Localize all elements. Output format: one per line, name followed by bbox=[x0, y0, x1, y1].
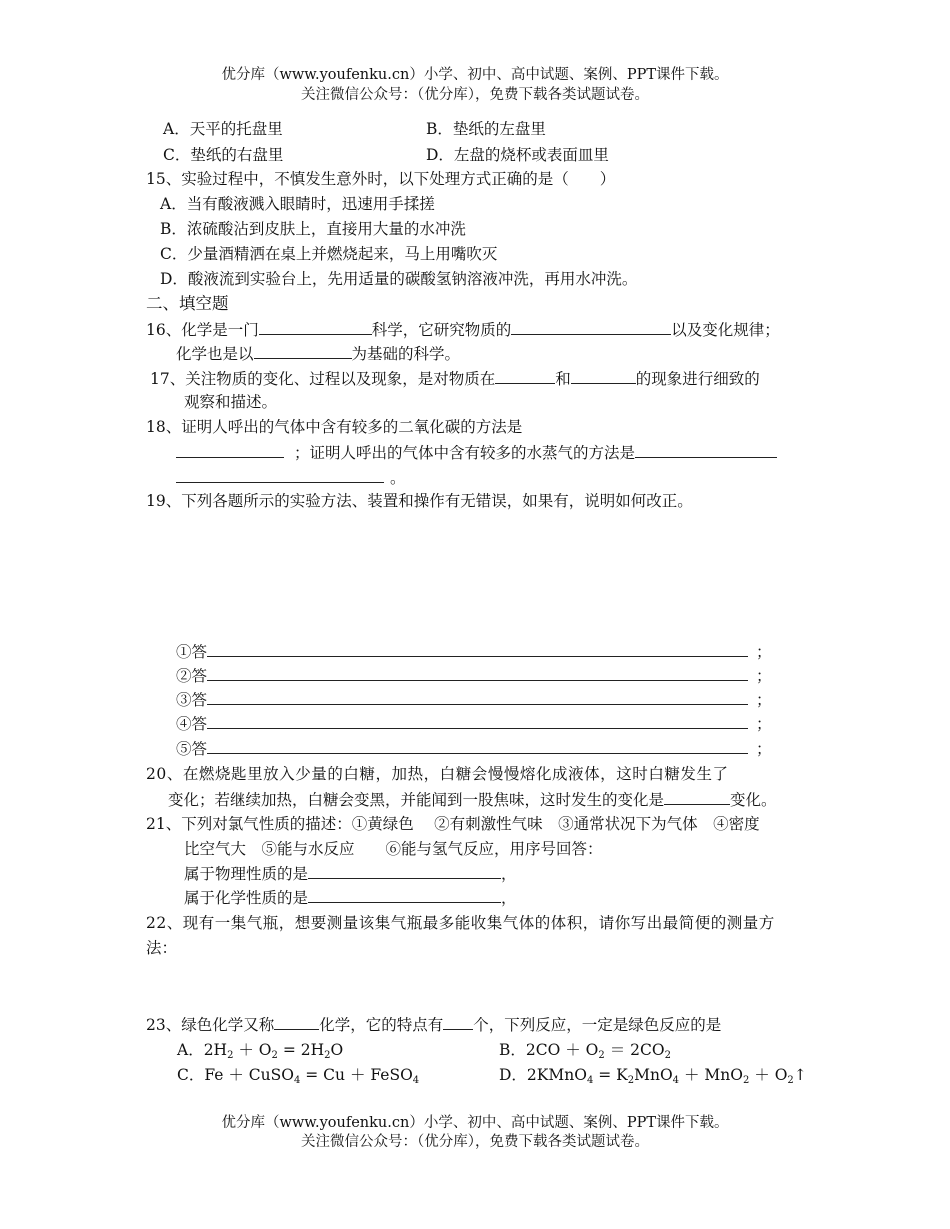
q23-text-2: 化学，它的特点有 bbox=[319, 1016, 444, 1034]
q19-answer-label-2: ②答 bbox=[176, 667, 208, 685]
q22-text-1: 22、现有一集气瓶，想要测量该集气瓶最多能收集气体的体积，请你写出最简便的测量方 bbox=[146, 914, 775, 932]
q19-answer-label-1: ①答 bbox=[176, 643, 208, 661]
q16-line-1 bbox=[146, 318, 780, 341]
q19-answer-label-4: ④答 bbox=[176, 715, 208, 733]
q16-text-2: 科学，它研究物质的 bbox=[371, 321, 512, 339]
q19-answer-line-5 bbox=[176, 737, 772, 760]
q15-option-c: C．少量酒精洒在桌上并燃烧起来，马上用嘴吹灭 bbox=[160, 245, 498, 263]
q21-line-3 bbox=[184, 862, 517, 885]
page-footer-line-2: 关注微信公众号：（优分库），免费下载各类试题试卷。 bbox=[301, 1134, 649, 1150]
q17-line-1 bbox=[150, 367, 760, 390]
q16-line-2 bbox=[176, 342, 460, 365]
q19-answer-blank-4[interactable] bbox=[207, 712, 748, 729]
q15-option-a: A．当有酸液溅入眼睛时，迅速用手揉搓 bbox=[160, 195, 435, 213]
q23-option-d-text: D．2KMnO bbox=[499, 1066, 587, 1084]
q16-text-5: 为基础的科学。 bbox=[351, 345, 461, 363]
q14-option-c: C．垫纸的右盘里 bbox=[163, 146, 284, 164]
q18-blank-2[interactable] bbox=[635, 441, 777, 458]
q16-blank-3[interactable] bbox=[254, 342, 352, 359]
q21-physical-blank[interactable] bbox=[308, 862, 501, 879]
q18-text-2: ；证明人呼出的气体中含有较多的水蒸气的方法是 bbox=[294, 444, 636, 462]
q23-option-b: B．$2CO + O_2 = 2CO_2$ bbox=[499, 1041, 671, 1061]
q23-blank-2[interactable] bbox=[443, 1013, 473, 1030]
q23-blank-1[interactable] bbox=[274, 1013, 319, 1030]
q16-blank-2[interactable] bbox=[511, 318, 671, 335]
q20-blank[interactable] bbox=[664, 788, 730, 805]
q18-text-1: 18、证明人呼出的气体中含有较多的二氧化碳的方法是 bbox=[146, 418, 523, 436]
q17-text-2: 和 bbox=[555, 370, 571, 388]
q19-answer-label-3: ③答 bbox=[176, 691, 208, 709]
q23-option-b-text: B．2CO ＋ O bbox=[499, 1041, 599, 1059]
q20-text-2: 变化；若继续加热，白糖会变黑，并能闻到一股焦味，这时发生的变化是 bbox=[168, 791, 665, 809]
q23-option-d: D．2KMnO$_4$ = $K_2MnO_4 + MnO_2$ ＋ $O_2↑$ bbox=[499, 1066, 807, 1086]
q14-option-d: D．左盘的烧杯或表面皿里 bbox=[426, 146, 609, 164]
q16-text-4: 化学也是以 bbox=[176, 345, 254, 363]
q17-text-4: 观察和描述。 bbox=[184, 393, 278, 411]
q17-blank-1[interactable] bbox=[495, 367, 555, 384]
q23-text-1: 23、绿色化学又称 bbox=[146, 1016, 275, 1034]
q21-comma-1: ， bbox=[501, 865, 517, 883]
q21-text-1: 21、下列对氯气性质的描述：①黄绿色 ②有刺激性气味 ③通常状况下为气体 ④密度 bbox=[146, 815, 760, 833]
q23-text-3: 个，下列反应，一定是绿色反应的是 bbox=[473, 1016, 722, 1034]
q23-option-c: C．Fe ＋ CuSO$_4$ = Cu ＋ FeSO$_4$ bbox=[177, 1066, 420, 1086]
q17-text-1: 17、关注物质的变化、过程以及现象，是对物质在 bbox=[150, 370, 496, 388]
q18-line-2 bbox=[176, 441, 777, 464]
q20-line-2 bbox=[168, 788, 777, 811]
q20-text-1: 20、在燃烧匙里放入少量的白糖，加热，白糖会慢慢熔化成液体，这时白糖发生了 bbox=[146, 765, 729, 783]
q16-blank-1[interactable] bbox=[259, 318, 372, 335]
q23-option-a-text: A．2H bbox=[177, 1041, 228, 1059]
q19-answer-blank-2[interactable] bbox=[207, 664, 748, 681]
page-header-line-1: 优分库（www.youfenku.cn）小学、初中、高中试题、案例、PPT课件下载。 bbox=[221, 67, 729, 83]
q18-line-3 bbox=[176, 466, 406, 489]
q19-stem: 19、下列各题所示的实验方法、装置和操作有无错误，如果有，说明如何改正。 bbox=[146, 492, 693, 510]
q16-text-3: 以及变化规律； bbox=[671, 321, 780, 339]
q20-text-3: 变化。 bbox=[730, 791, 777, 809]
q19-answer-blank-3[interactable] bbox=[207, 688, 748, 705]
page-footer-line-1: 优分库（www.youfenku.cn）小学、初中、高中试题、案例、PPT课件下载。 bbox=[221, 1115, 729, 1131]
q19-answer-end-1: ； bbox=[756, 643, 772, 661]
q21-chemical-label: 属于化学性质的是 bbox=[184, 889, 309, 907]
q19-answer-line-1 bbox=[176, 640, 772, 663]
q21-comma-2: ， bbox=[501, 889, 517, 907]
q21-text-2: 比空气大 ⑤能与水反应 ⑥能与氢气反应，用序号回答： bbox=[184, 840, 603, 858]
q15-option-b: B．浓硫酸沾到皮肤上，直接用大量的水冲洗 bbox=[160, 220, 466, 238]
q18-blank-1[interactable] bbox=[176, 441, 284, 458]
q19-answer-line-4 bbox=[176, 712, 772, 735]
q21-physical-label: 属于物理性质的是 bbox=[184, 865, 309, 883]
q19-answer-end-4: ； bbox=[756, 715, 772, 733]
page-header-line-2: 关注微信公众号：（优分库），免费下载各类试题试卷。 bbox=[301, 87, 649, 103]
q21-chemical-blank[interactable] bbox=[308, 886, 501, 903]
q18-text-3: 。 bbox=[390, 469, 406, 487]
q21-line-4 bbox=[184, 886, 517, 909]
q17-blank-2[interactable] bbox=[571, 367, 636, 384]
q19-answer-end-3: ； bbox=[756, 691, 772, 709]
q14-option-a: A．天平的托盘里 bbox=[163, 120, 283, 138]
q23-option-a: A．$2H_2 + O_2 = 2H_2O$ bbox=[177, 1041, 344, 1061]
q23-line-1 bbox=[146, 1013, 721, 1036]
q18-blank-3[interactable] bbox=[176, 466, 384, 483]
q19-answer-label-5: ⑤答 bbox=[176, 740, 208, 758]
q23-option-c-text: C．Fe ＋ CuSO bbox=[177, 1066, 294, 1084]
q15-stem: 15、实验过程中，不慎发生意外时，以下处理方式正确的是（ ） bbox=[146, 170, 616, 188]
q15-option-d: D．酸液流到实验台上，先用适量的碳酸氢钠溶液冲洗，再用水冲洗。 bbox=[160, 270, 638, 288]
q16-text-1: 16、化学是一门 bbox=[146, 321, 259, 339]
q19-answer-end-2: ； bbox=[756, 667, 772, 685]
q22-text-2: 法： bbox=[146, 939, 178, 957]
section-title: 二、填空题 bbox=[146, 294, 229, 313]
q14-option-b: B．垫纸的左盘里 bbox=[426, 120, 546, 138]
q19-answer-end-5: ； bbox=[756, 740, 772, 758]
q19-answer-blank-5[interactable] bbox=[207, 737, 748, 754]
q19-answer-line-3 bbox=[176, 688, 772, 711]
q19-answer-blank-1[interactable] bbox=[207, 640, 748, 657]
q19-answer-line-2 bbox=[176, 664, 772, 687]
q17-text-3: 的现象进行细致的 bbox=[635, 370, 760, 388]
